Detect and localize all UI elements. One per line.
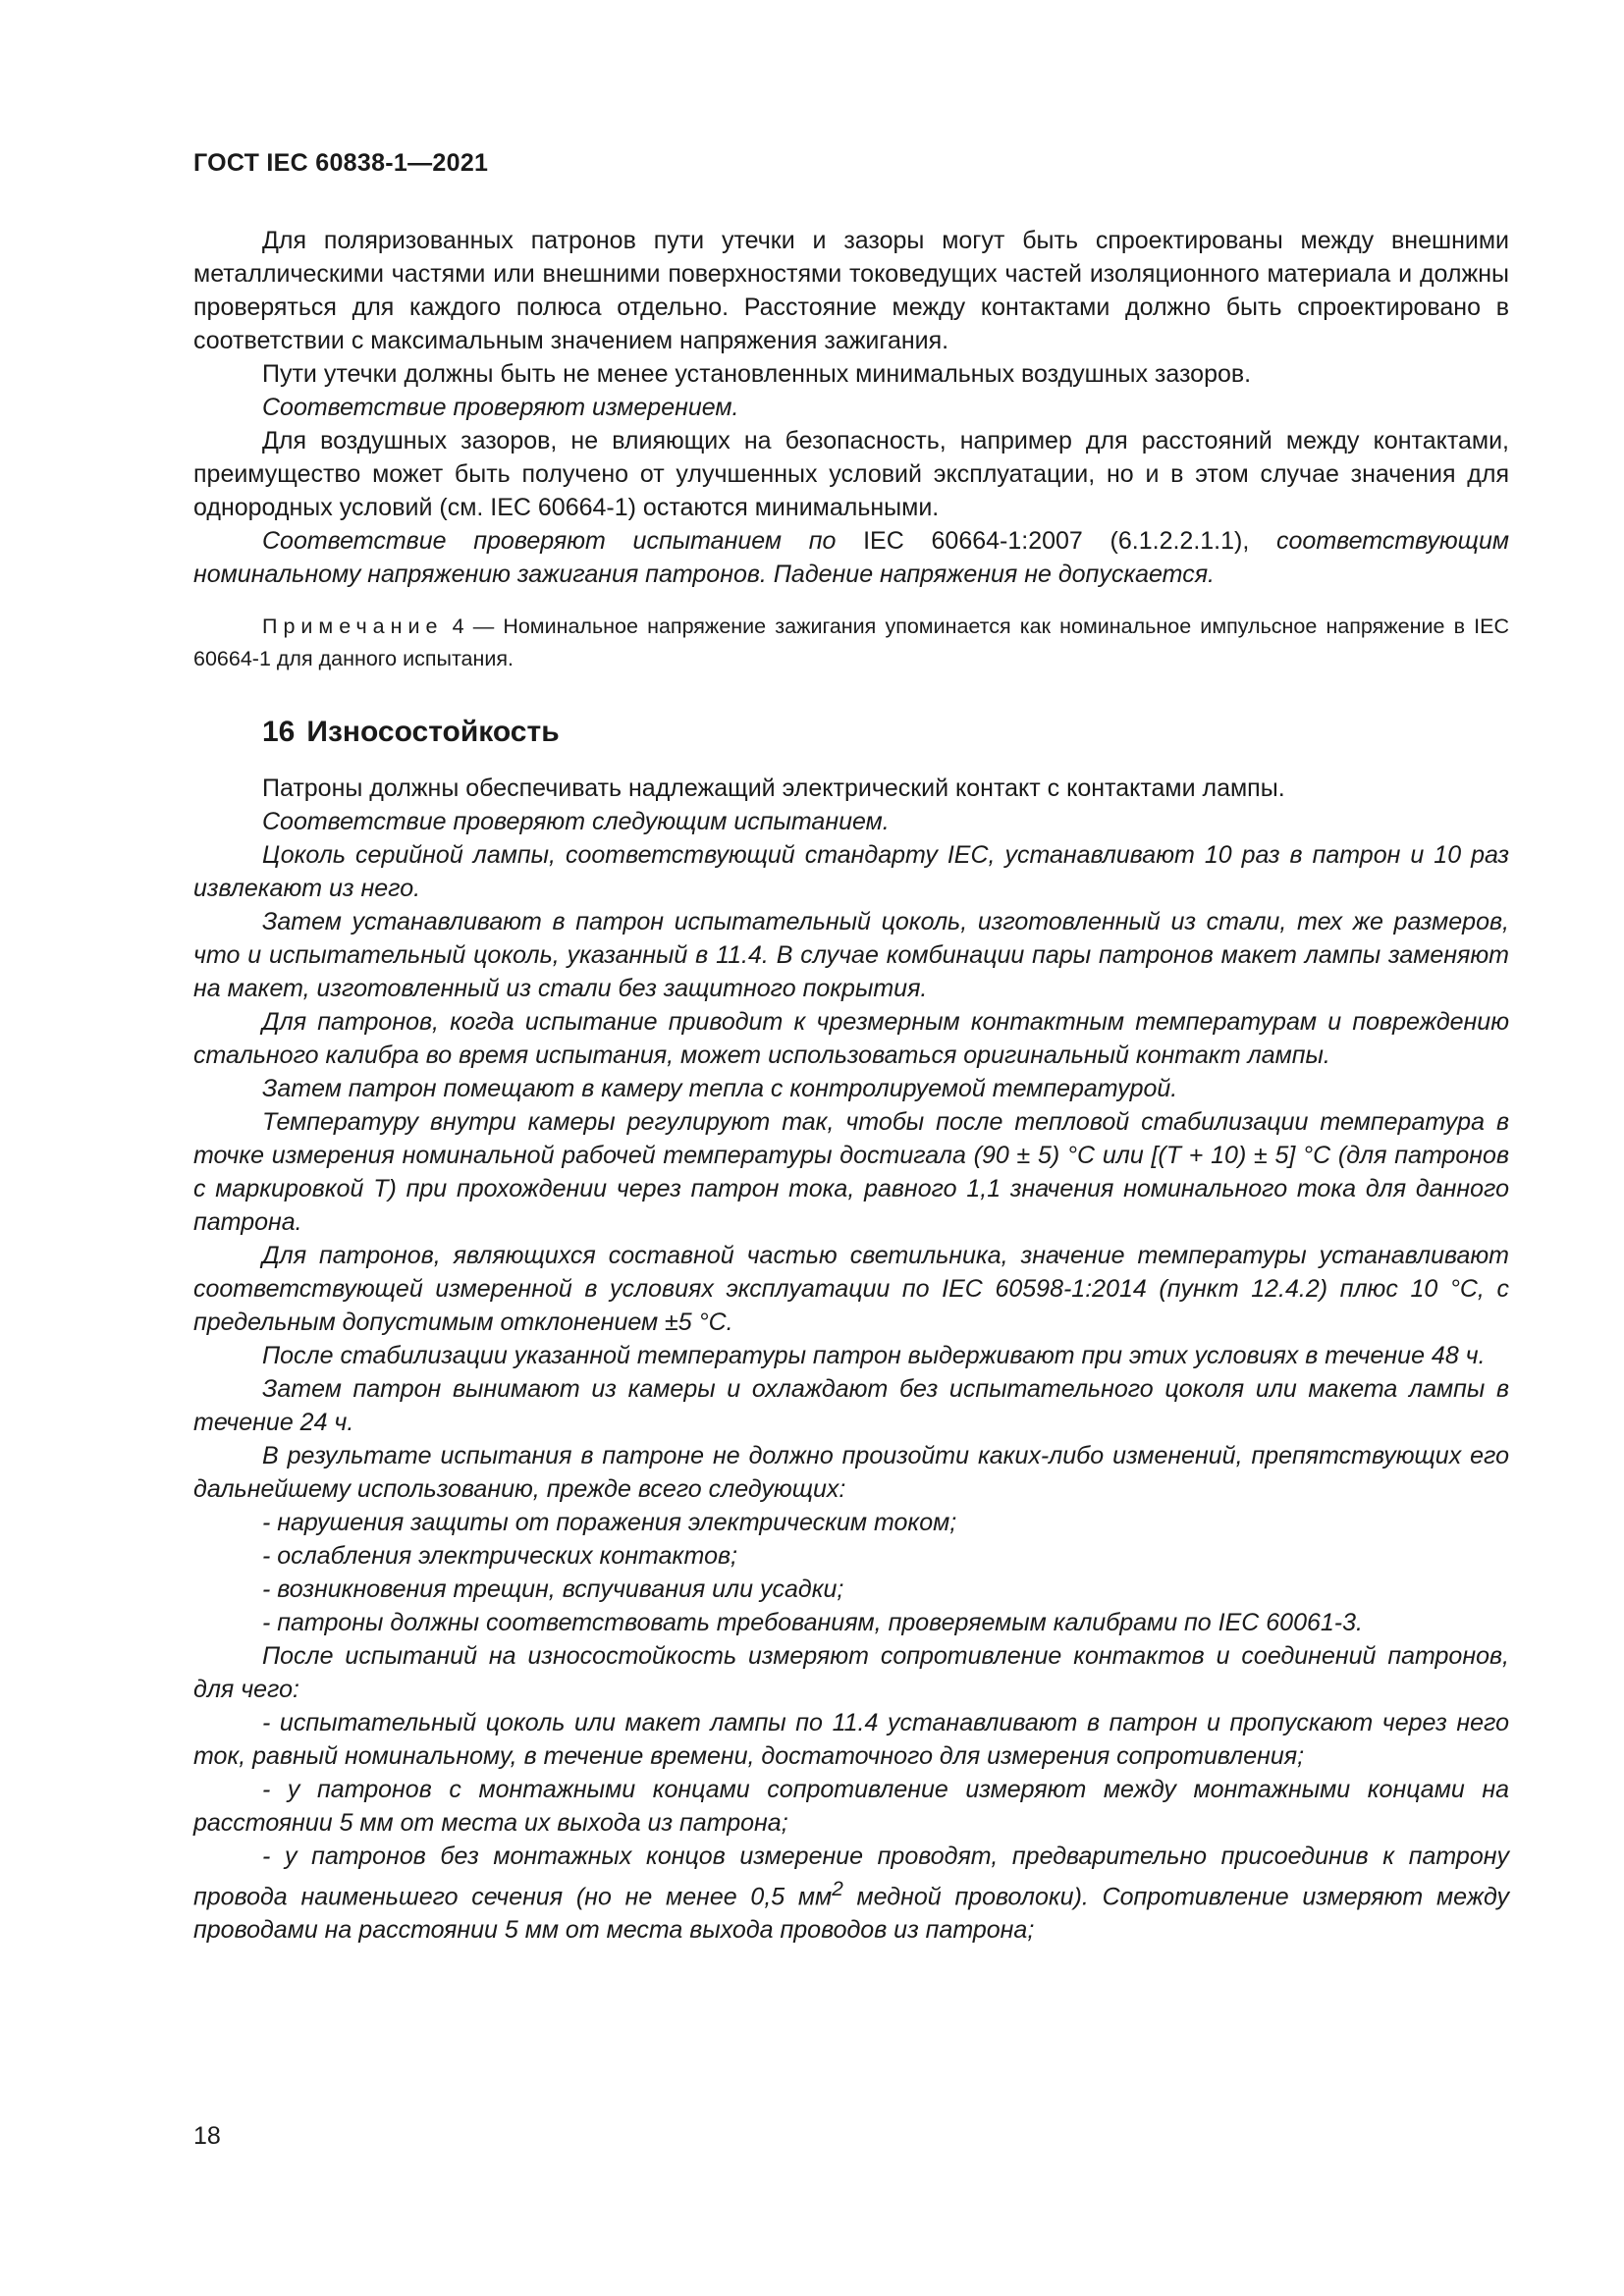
- paragraph: Для патронов, когда испытание приводит к чрезмерным контактным температурам и повреждению стального калибра во время испытания, может использоваться оригинальный контакт лампы.: [193, 1008, 1509, 1069]
- text-segment: - у патронов без монтажных концов измерение проводят, предварительно присоединив к патрону провода наименьшего сечения (но не менее 0,5 мм: [193, 1842, 1509, 1911]
- paragraph: [193, 524, 1509, 591]
- paragraph: Соответствие проверяют следующим испытанием.: [262, 808, 890, 835]
- italic-text: Соответствие проверяют испытанием по: [262, 527, 864, 555]
- paragraph: Температуру внутри камеры регулируют так, чтобы после тепловой стабилизации температура в точке измерения номинальной рабочей температуры достигала (90 ± 5) °С или [(T + 10) ± 5] °С (для патронов с маркировкой T) при прохождении через патрон тока, равного 1,1 значения номинального тока для данного патрона.: [193, 1108, 1509, 1236]
- note-label: Примечание: [262, 614, 444, 638]
- paragraph: Соответствие проверяют измерением.: [262, 394, 739, 421]
- standard-reference: IEC 60664-1:2007 (6.1.2.2.1.1),: [863, 527, 1250, 555]
- list-item: - патроны должны соответствовать требованиям, проверяемым калибрами по IEC 60061-3.: [262, 1609, 1363, 1636]
- paragraph: Пути утечки должны быть не менее установленных минимальных воздушных зазоров.: [262, 360, 1252, 388]
- section-title: Износостойкость: [306, 716, 560, 748]
- paragraph: Затем патрон помещают в камеру тепла с контролируемой температурой.: [262, 1075, 1178, 1102]
- list-item: - ослабления электрических контактов;: [262, 1542, 737, 1570]
- section-number: 16: [262, 716, 296, 748]
- list-item: - возникновения трещин, вспучивания или усадки;: [262, 1575, 844, 1603]
- superscript: 2: [832, 1878, 843, 1900]
- paragraph: После стабилизации указанной температуры патрон выдерживают при этих условиях в течение 48 ч.: [262, 1342, 1486, 1369]
- paragraph: - у патронов с монтажными концами сопротивление измеряют между монтажными концами на расстоянии 5 мм от места их выхода из патрона;: [193, 1776, 1509, 1837]
- list-item: - нарушения защиты от поражения электрическим током;: [262, 1509, 957, 1536]
- note: [193, 611, 1509, 675]
- document-body: [193, 224, 1509, 1947]
- paragraph: Патроны должны обеспечивать надлежащий электрический контакт с контактами лампы.: [262, 774, 1285, 802]
- document-header: ГОСТ IEC 60838-1—2021: [193, 149, 489, 177]
- text-segment: медной проволоки). Сопротивление измеряют между проводами на расстоянии 5 мм от места выхода проводов из патрона;: [193, 1883, 1510, 1945]
- paragraph: - испытательный цоколь или макет лампы по 11.4 устанавливают в патрон и пропускают через него ток, равный номинальному, в течение времени, достаточного для измерения сопротивления;: [193, 1709, 1509, 1770]
- paragraph: Цоколь серийной лампы, соответствующий стандарту IEC, устанавливают 10 раз в патрон и 10 раз извлекают из него.: [193, 841, 1509, 902]
- paragraph: Для поляризованных патронов пути утечки и зазоры могут быть спроектированы между внешними металлическими частями или внешними поверхностями токоведущих частей изоляционного материала и должны проверяться для каждого полюса отдельно. Расстояние между контактами должно быть спроектировано в соответствии с максимальным значением напряжения зажигания.: [193, 227, 1509, 354]
- paragraph: После испытаний на износостойкость измеряют сопротивление контактов и соединений патронов, для чего:: [193, 1642, 1509, 1703]
- paragraph: В результате испытания в патроне не должно произойти каких-либо изменений, препятствующих его дальнейшему использованию, прежде всего следующих:: [193, 1442, 1509, 1503]
- section-heading: [262, 713, 1509, 752]
- paragraph: Затем устанавливают в патрон испытательный цоколь, изготовленный из стали, тех же размеров, что и испытательный цоколь, указанный в 11.4. В случае комбинации пары патронов макет лампы заменяют на макет, изготовленный из стали без защитного покрытия.: [193, 908, 1509, 1002]
- paragraph: Для воздушных зазоров, не влияющих на безопасность, например для расстояний между контактами, преимущество может быть получено от улучшенных условий эксплуатации, но и в этом случае значения для однородных условий (см. IEC 60664-1) остаются минимальными.: [193, 427, 1509, 521]
- page-number: 18: [193, 2122, 221, 2150]
- note-text: 4 — Номинальное напряжение зажигания упоминается как номинальное импульсное напряжение в IEC 60664-1 для данного испытания.: [193, 614, 1509, 670]
- paragraph: [193, 1840, 1509, 1947]
- italic-text: соответствующим номинальному напряжению зажигания патронов. Падение напряжения не допускается.: [193, 527, 1509, 588]
- paragraph: Для патронов, являющихся составной частью светильника, значение температуры устанавливают соответствующей измеренной в условиях эксплуатации по IEC 60598-1:2014 (пункт 12.4.2) плюс 10 °С, с предельным допустимым отклонением ±5 °С.: [193, 1242, 1509, 1336]
- paragraph: Затем патрон вынимают из камеры и охлаждают без испытательного цоколя или макета лампы в течение 24 ч.: [193, 1375, 1509, 1436]
